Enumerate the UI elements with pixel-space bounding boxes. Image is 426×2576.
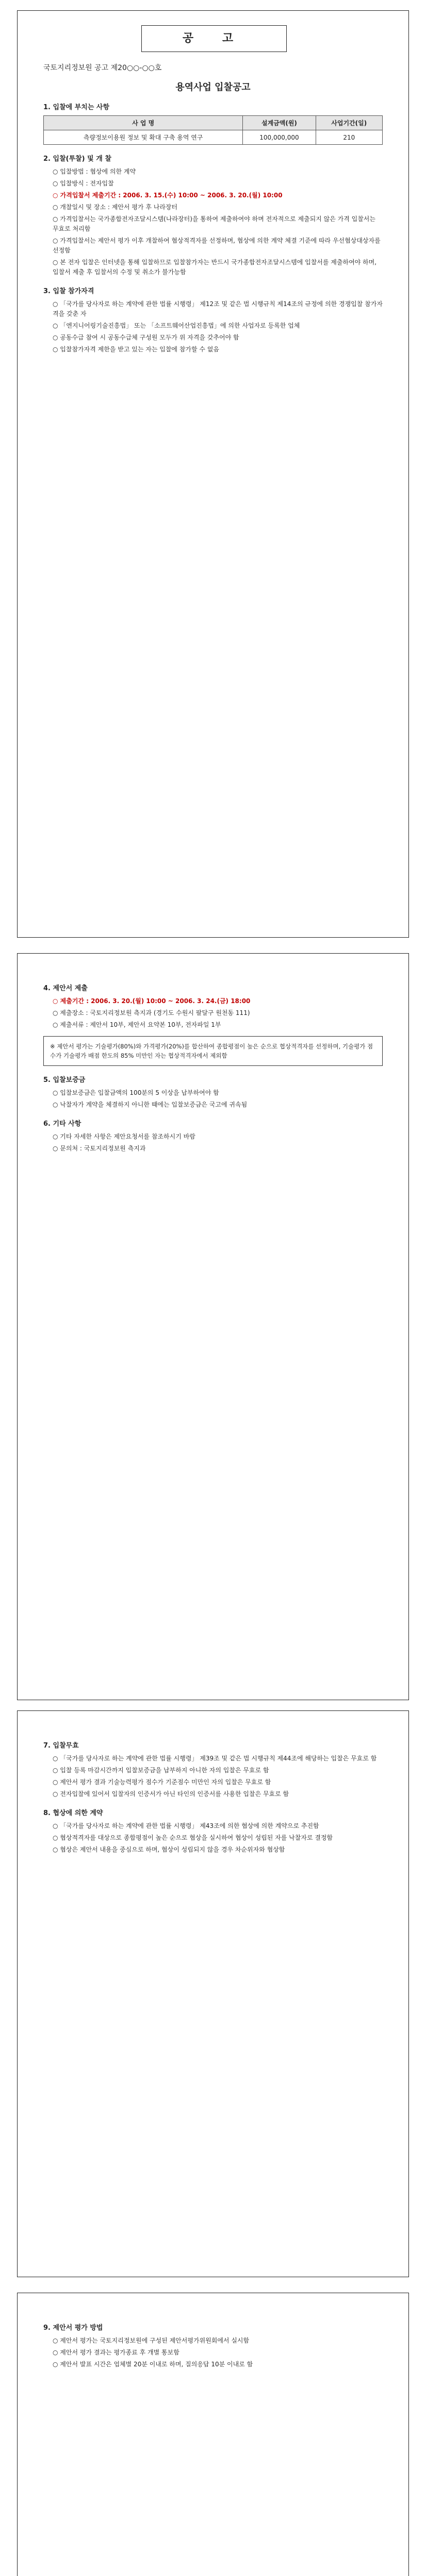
notice-page [17, 10, 409, 2576]
project-table [43, 115, 383, 145]
sec2-line: ○ 가격입찰서는 국가종합전자조달시스템(나라장터)을 통하여 제출하여야 하며 전자적으로 제출되지 않은 가격 입찰서는 무효로 처리함 [53, 215, 375, 232]
notice-section-4 [17, 2293, 409, 2576]
sec7-line: ○ 제안서 평가 결과 기술능력평가 점수가 기준점수 미만인 자의 입찰은 무효로 함 [53, 1778, 271, 1786]
sec3-line: ○ 「국가를 당사자로 하는 계약에 관한 법률 시행령」 제12조 및 같은 법 시행규칙 제14조의 규정에 의한 경쟁입찰 참가자격을 갖춘 자 [53, 300, 383, 317]
section-heading-4: 4. 제안서 제출 [43, 985, 88, 992]
sec2-line: ○ 입찰방식 : 전자입찰 [53, 180, 114, 187]
sec2-line: ○ 입찰방법 : 협상에 의한 계약 [53, 168, 136, 175]
notice-section-3 [17, 1710, 409, 2277]
section-heading-2: 2. 입찰(투찰) 및 개 찰 [43, 155, 111, 163]
doc-title: 용역사업 입찰공고 [175, 82, 251, 93]
table-cell: 측량정보이용원 정보 및 확대 구축 용역 연구 [44, 130, 243, 145]
sec9-line: ○ 제안서 발표 시간은 업체별 20분 이내로 하며, 질의응답 10분 이내로 함 [53, 2361, 253, 2368]
notice-section-1 [17, 10, 409, 938]
section-heading-3: 3. 입찰 참가자격 [43, 287, 94, 295]
sec8-line: ○ 「국가를 당사자로 하는 계약에 관한 법률 시행령」 제43조에 의한 협상에 의한 계약으로 추진함 [53, 1822, 319, 1829]
sec4-line: ○ 제출서류 : 제안서 10부, 제안서 요약본 10부, 전자파일 1부 [53, 1021, 221, 1028]
sec6-line: ○ 기타 자세한 사항은 제안요청서를 참조하시기 바람 [53, 1133, 195, 1140]
section-heading-5: 5. 입찰보증금 [43, 1076, 86, 1084]
evaluation-note: ※ 제안서 평가는 기술평가(80%)와 가격평가(20%)를 합산하여 종합평점이 높은 순으로 협상적격자를 선정하며, 기술평가 점수가 기술평가 배점 한도의 85% 미만인 자는 협상적격자에서 제외함 [43, 1036, 383, 1066]
table-header: 설계금액(원) [243, 116, 316, 130]
table-header: 사업기간(일) [316, 116, 382, 130]
sec2-line: ○ 개찰일시 및 장소 : 제안서 평가 후 나라장터 [53, 204, 178, 211]
section-heading-1: 1. 입찰에 부치는 사항 [43, 104, 110, 111]
notice-title: 공 고 [141, 25, 287, 52]
sec4-line: ○ 제출기간 : 2006. 3. 20.(월) 10:00 ~ 2006. 3. 24.(금) 18:00 [53, 997, 251, 1005]
sec7-line: ○ 전자입찰에 있어서 입찰자의 인증서가 아닌 타인의 인증서를 사용한 입찰은 무효로 함 [53, 1790, 289, 1798]
sec3-line: ○ 「엔지니어링기술진흥법」 또는 「소프트웨어산업진흥법」에 의한 사업자로 등록한 업체 [53, 322, 300, 329]
sec8-line: ○ 협상적격자를 대상으로 종합평점이 높은 순으로 협상을 실시하여 협상이 성립된 자를 낙찰자로 결정함 [53, 1834, 333, 1841]
sec6-line: ○ 문의처 : 국토지리정보원 측지과 [53, 1145, 146, 1152]
sec7-line: ○ 「국가를 당사자로 하는 계약에 관한 법률 시행령」 제39조 및 같은 법 시행규칙 제44조에 해당하는 입찰은 무효로 함 [53, 1755, 377, 1762]
sec4-line: ○ 제출장소 : 국토지리정보원 측지과 (경기도 수원시 팔달구 원천동 111) [53, 1009, 250, 1016]
section-heading-7: 7. 입찰무효 [43, 1742, 79, 1750]
sec9-line: ○ 제안서 평가는 국토지리정보원에 구성된 제안서평가위원회에서 실시함 [53, 2337, 250, 2344]
table-cell: 210 [316, 130, 382, 145]
section-heading-9: 9. 제안서 평가 방법 [43, 2324, 103, 2332]
sec5-line: ○ 낙찰자가 계약을 체결하지 아니한 때에는 입찰보증금은 국고에 귀속됨 [53, 1101, 248, 1108]
sec5-line: ○ 입찰보증금은 입찰금액의 100분의 5 이상을 납부하여야 함 [53, 1089, 219, 1096]
table-header: 사 업 명 [44, 116, 243, 130]
table-cell: 100,000,000 [243, 130, 316, 145]
sec2-line: ○ 본 전자 입찰은 인터넷을 통해 입찰하므로 입찰참가자는 반드시 국가종합전자조달시스템에 입찰서를 제출하여야 하며, 입찰서 제출 후 입찰서의 수정 및 취소가 불가능함 [53, 259, 377, 276]
notice-section-2 [17, 953, 409, 1700]
sec3-line: ○ 공동수급 참여 시 공동수급체 구성원 모두가 위 자격을 갖추어야 함 [53, 334, 239, 341]
sec7-line: ○ 입찰 등록 마감시간까지 입찰보증금을 납부하지 아니한 자의 입찰은 무효로 함 [53, 1767, 269, 1774]
section-heading-8: 8. 협상에 의한 계약 [43, 1809, 103, 1817]
sec2-line: ○ 가격입찰서는 제안서 평가 이후 개찰하여 협상적격자를 선정하며, 협상에 의한 계약 체결 기준에 따라 우선협상대상자를 선정함 [53, 237, 381, 254]
sec3-line: ○ 입찰참가자격 제한을 받고 있는 자는 입찰에 참가할 수 없음 [53, 346, 220, 353]
sec2-line: ○ 가격입찰서 제출기간 : 2006. 3. 15.(수) 10:00 ~ 2006. 3. 20.(월) 10:00 [53, 192, 283, 199]
sec8-line: ○ 협상은 제안서 내용을 중심으로 하며, 협상이 성립되지 않을 경우 차순위자와 협상함 [53, 1846, 285, 1853]
sec9-line: ○ 제안서 평가 결과는 평가종료 후 개별 통보함 [53, 2349, 179, 2356]
section-heading-6: 6. 기타 사항 [43, 1120, 81, 1128]
notice-number: 국토지리정보원 공고 제20○○-○○호 [43, 64, 162, 72]
